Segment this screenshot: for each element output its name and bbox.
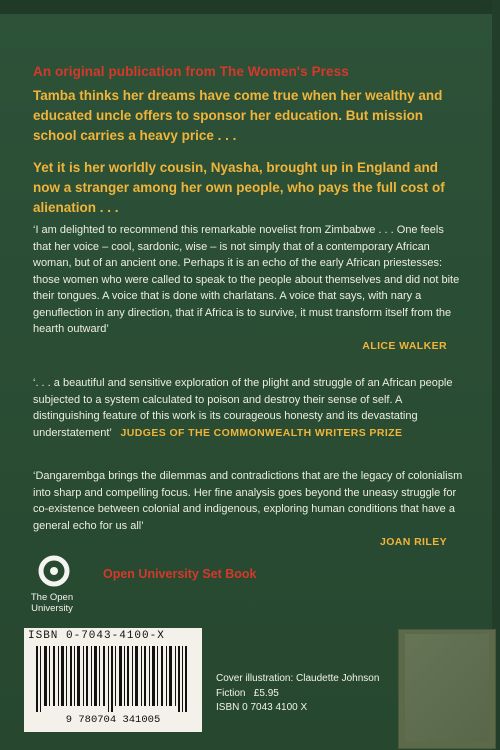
blurb-1: Tamba thinks her dreams have come true when her wealthy and educated uncle offers to sponsor her education. But mission school carries a heavy price . . . [33, 88, 443, 143]
top-edge [0, 0, 500, 14]
barcode [24, 628, 202, 732]
barcode-bars-icon [36, 646, 190, 712]
review-2-text: ‘. . . a beautiful and sensitive exploration of the plight and struggle of an African people subjected to a system calculated to poison and destroy their sense of self. A distinguishing feature of this work is its courageous honesty and its devastating understatement’ [33, 377, 453, 439]
ou-name-line-2: University [31, 603, 73, 614]
isbn-line: ISBN 0 7043 4100 X [216, 702, 308, 713]
set-book-label: Open University Set Book [103, 567, 257, 581]
review-3-attribution: JOAN RILEY [379, 536, 447, 548]
review-3 [33, 468, 465, 551]
review-1 [33, 222, 465, 354]
blurb-2: Yet it is her worldly cousin, Nyasha, brought up in England and now a stranger among her own people, who pays the full cost of alienation . . . [33, 160, 445, 215]
sticker-face [405, 634, 489, 742]
review-2-attribution: JUDGES OF THE COMMONWEALTH WRITERS PRIZE [120, 426, 403, 439]
ou-name-line-1: The Open [30, 592, 74, 603]
genre-price: Fiction £5.95 [216, 687, 279, 699]
credits [216, 672, 379, 716]
review-2 [33, 375, 465, 441]
open-university-name [22, 592, 82, 614]
review-3-text: ‘Dangarembga brings the dilemmas and contradictions that are the legacy of colonialism into sharp and compelling focus. Her fine analysis goes beyond the uneasy struggle for co-existence between colonial and indigenous, exploring human conditions that have a general echo for us all’ [33, 470, 463, 532]
barcode-digits: 9 780704 341005 [65, 714, 161, 726]
review-1-text: ‘I am delighted to recommend this remarkable novelist from Zimbabwe . . . One feels that her voice – cool, sardonic, wise – is not simply that of a contemporary African woman, but of an ancient one. Perhaps it is an echo of the early African priestesses: those women who were called to speak to the people about themselves and did not bite their tongues. A voice that is done with charlatans. A voice that says, with nary a genuflection in any direction, that if Africa is to survive, it must transform itself from the hearth outward’ [33, 224, 460, 335]
price-sticker [398, 629, 496, 749]
barcode-isbn: ISBN 0-7043-4100-X [28, 630, 165, 642]
publication-line: An original publication from The Women's Press [33, 64, 349, 79]
review-1-attribution: ALICE WALKER [362, 339, 447, 352]
cover-illustration-credit: Cover illustration: Claudette Johnson [216, 673, 380, 684]
